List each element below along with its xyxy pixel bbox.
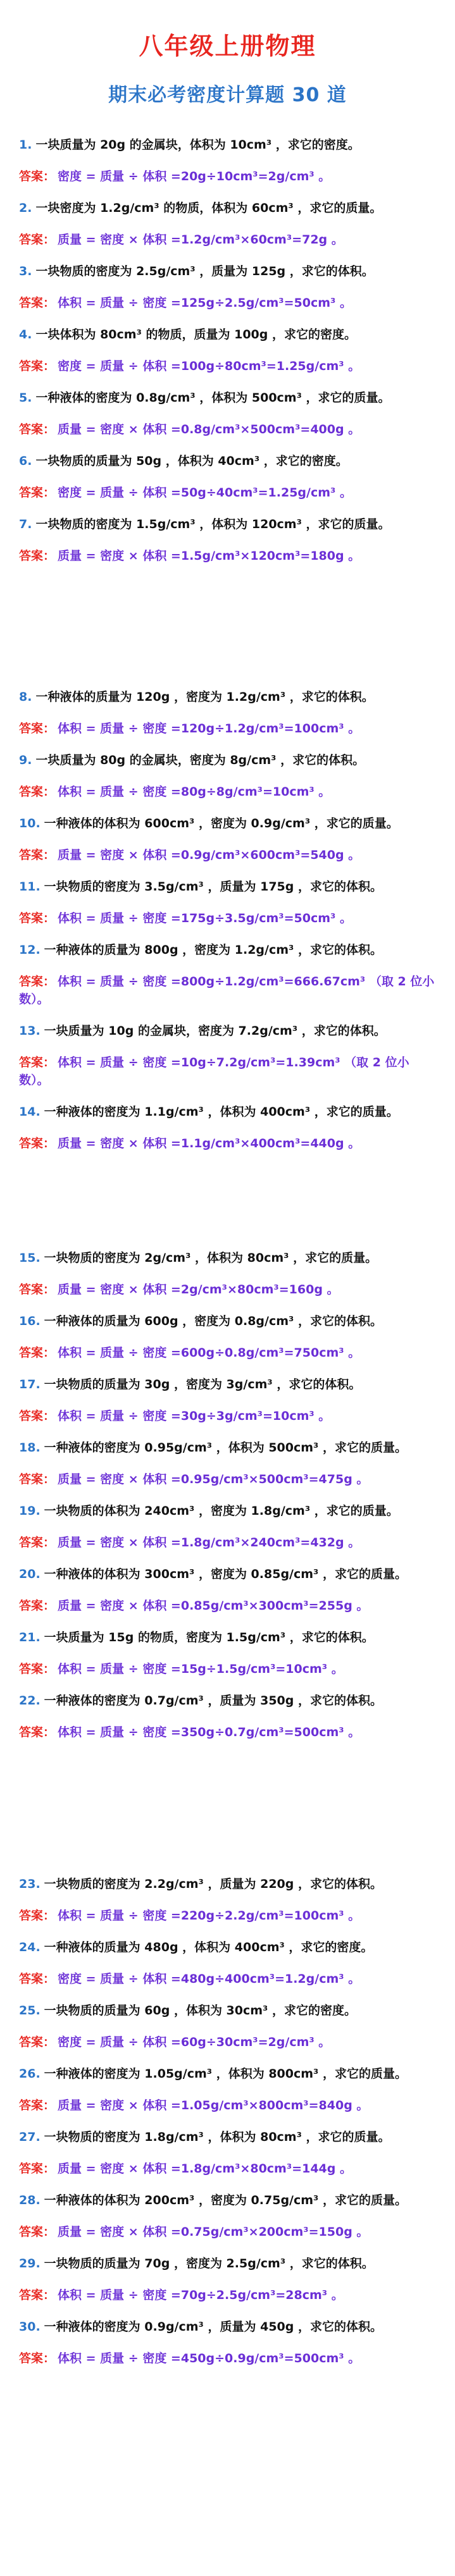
question-17 — [19, 1376, 437, 1393]
answer-28 — [19, 2223, 437, 2241]
question-number: 10. — [19, 817, 41, 830]
answer-label: 答案： — [19, 169, 56, 183]
answer-30 — [19, 2350, 437, 2367]
answer-text: 体积 = 质量 ÷ 密度 =350g÷0.7g/cm³=500cm³ 。 — [58, 1725, 361, 1739]
question-number: 11. — [19, 880, 41, 894]
answer-label: 答案： — [19, 296, 56, 310]
answer-text: 体积 = 质量 ÷ 密度 =70g÷2.5g/cm³=28cm³ 。 — [58, 2288, 344, 2302]
answer-11 — [19, 909, 437, 927]
question-number: 9. — [19, 753, 32, 767]
answer-text: 质量 = 密度 × 体积 =0.75g/cm³×200cm³=150g 。 — [58, 2225, 369, 2239]
question-number: 8. — [19, 690, 32, 704]
answer-label: 答案： — [19, 2288, 56, 2302]
answer-2 — [19, 231, 437, 249]
answer-label: 答案： — [19, 486, 56, 500]
answer-7 — [19, 547, 437, 565]
question-13 — [19, 1022, 437, 1040]
answer-label: 答案： — [19, 2351, 56, 2365]
answer-label: 答案： — [19, 2098, 56, 2112]
question-text: 一种液体的体积为 200cm³ ，密度为 0.75g/cm³ ，求它的质量。 — [44, 2193, 407, 2207]
question-text: 一块物质的密度为 2.5g/cm³ ，质量为 125g ，求它的体积。 — [35, 264, 374, 278]
question-23 — [19, 1875, 437, 1893]
question-number: 1. — [19, 138, 32, 152]
answer-label: 答案： — [19, 1409, 56, 1423]
answer-label: 答案： — [19, 422, 56, 436]
answer-5 — [19, 421, 437, 438]
page-title: 八年级上册物理 — [139, 32, 316, 60]
answer-3 — [19, 294, 437, 312]
question-6 — [19, 452, 437, 470]
answer-8 — [19, 720, 437, 737]
answer-text: 体积 = 质量 ÷ 密度 =800g÷1.2g/cm³=666.67cm³ （取 2 位小数）。 — [19, 975, 435, 1006]
answer-22 — [19, 1723, 437, 1741]
question-25 — [19, 2002, 437, 2019]
answer-label: 答案： — [19, 1662, 56, 1676]
answer-text: 质量 = 密度 × 体积 =2g/cm³×80cm³=160g 。 — [58, 1283, 339, 1297]
question-text: 一种液体的体积为 300cm³ ，密度为 0.85g/cm³ ，求它的质量。 — [44, 1567, 407, 1581]
answer-21 — [19, 1660, 437, 1678]
question-text: 一块质量为 80g 的金属块，密度为 8g/cm³ ，求它的体积。 — [35, 753, 365, 767]
answer-text: 体积 = 质量 ÷ 密度 =220g÷2.2g/cm³=100cm³ 。 — [58, 1909, 361, 1923]
question-number: 6. — [19, 454, 32, 468]
question-20 — [19, 1565, 437, 1583]
question-number: 7. — [19, 517, 32, 531]
question-number: 18. — [19, 1441, 41, 1455]
answer-label: 答案： — [19, 1472, 56, 1486]
question-number: 15. — [19, 1251, 41, 1265]
answer-9 — [19, 783, 437, 801]
answer-label: 答案： — [19, 1725, 56, 1739]
question-number: 27. — [19, 2130, 41, 2144]
answer-text: 体积 = 质量 ÷ 密度 =15g÷1.5g/cm³=10cm³ 。 — [58, 1662, 344, 1676]
question-text: 一种液体的密度为 1.05g/cm³ ，体积为 800cm³ ，求它的质量。 — [44, 2067, 407, 2081]
answer-text: 体积 = 质量 ÷ 密度 =125g÷2.5g/cm³=50cm³ 。 — [58, 296, 352, 310]
question-24 — [19, 1938, 437, 1956]
question-number: 23. — [19, 1877, 41, 1891]
answer-18 — [19, 1470, 437, 1488]
question-text: 一块物质的密度为 2.2g/cm³ ，质量为 220g ，求它的体积。 — [44, 1877, 382, 1891]
question-18 — [19, 1439, 437, 1457]
question-text: 一种液体的密度为 0.7g/cm³ ，质量为 350g ，求它的体积。 — [44, 1694, 382, 1708]
answer-label: 答案： — [19, 975, 56, 989]
question-27 — [19, 2128, 437, 2146]
answer-26 — [19, 2097, 437, 2114]
question-text: 一种液体的质量为 120g ，密度为 1.2g/cm³ ，求它的体积。 — [35, 690, 374, 704]
answer-label: 答案： — [19, 911, 56, 925]
question-number: 28. — [19, 2193, 41, 2207]
question-19 — [19, 1502, 437, 1520]
question-21 — [19, 1629, 437, 1646]
question-30 — [19, 2318, 437, 2336]
answer-1 — [19, 168, 437, 185]
question-number: 4. — [19, 328, 32, 342]
problem-group-4 — [19, 1875, 437, 2381]
question-number: 16. — [19, 1314, 41, 1328]
question-text: 一块物质的质量为 30g ，密度为 3g/cm³ ，求它的体积。 — [44, 1377, 361, 1391]
answer-label: 答案： — [19, 1137, 56, 1150]
answer-text: 密度 = 质量 ÷ 体积 =100g÷80cm³=1.25g/cm³ 。 — [58, 359, 361, 373]
question-text: 一种液体的密度为 0.9g/cm³ ，质量为 450g ，求它的体积。 — [44, 2320, 382, 2334]
question-number: 24. — [19, 1940, 41, 1954]
question-number: 26. — [19, 2067, 41, 2081]
question-text: 一种液体的体积为 600cm³ ，密度为 0.9g/cm³ ，求它的质量。 — [44, 817, 399, 830]
question-10 — [19, 815, 437, 832]
answer-label: 答案： — [19, 359, 56, 373]
question-text: 一块质量为 10g 的金属块，密度为 7.2g/cm³ ，求它的体积。 — [44, 1024, 386, 1038]
question-7 — [19, 515, 437, 533]
question-number: 2. — [19, 201, 32, 215]
answer-text: 质量 = 密度 × 体积 =1.5g/cm³×120cm³=180g 。 — [58, 549, 361, 563]
question-number: 19. — [19, 1504, 41, 1518]
question-29 — [19, 2255, 437, 2272]
question-text: 一块物质的质量为 50g ，体积为 40cm³ ，求它的密度。 — [35, 454, 348, 468]
answer-12 — [19, 973, 437, 1008]
question-15 — [19, 1249, 437, 1267]
question-text: 一块物质的质量为 70g ，密度为 2.5g/cm³ ，求它的体积。 — [44, 2257, 374, 2271]
question-14 — [19, 1103, 437, 1121]
answer-label: 答案： — [19, 848, 56, 862]
answer-text: 质量 = 密度 × 体积 =0.9g/cm³×600cm³=540g 。 — [58, 848, 361, 862]
question-text: 一种液体的密度为 1.1g/cm³ ，体积为 400cm³ ，求它的质量。 — [44, 1105, 399, 1119]
question-text: 一种液体的密度为 0.95g/cm³ ，体积为 500cm³ ，求它的质量。 — [44, 1441, 407, 1455]
answer-label: 答案： — [19, 1972, 56, 1986]
answer-text: 质量 = 密度 × 体积 =1.05g/cm³×800cm³=840g 。 — [58, 2098, 369, 2112]
question-text: 一块质量为 20g 的金属块，体积为 10cm³ ，求它的密度。 — [35, 138, 360, 152]
question-22 — [19, 1692, 437, 1710]
answer-25 — [19, 2033, 437, 2051]
question-28 — [19, 2191, 437, 2209]
answer-27 — [19, 2160, 437, 2178]
answer-16 — [19, 1344, 437, 1362]
question-text: 一块物质的质量为 60g ，体积为 30cm³ ，求它的密度。 — [44, 2004, 356, 2018]
question-text: 一块体积为 80cm³ 的物质，质量为 100g ，求它的密度。 — [35, 328, 356, 342]
question-1 — [19, 136, 437, 154]
question-number: 22. — [19, 1694, 41, 1708]
answer-20 — [19, 1597, 437, 1615]
answer-24 — [19, 1970, 437, 1988]
answer-text: 质量 = 密度 × 体积 =0.95g/cm³×500cm³=475g 。 — [58, 1472, 369, 1486]
answer-text: 质量 = 密度 × 体积 =1.2g/cm³×60cm³=72g 。 — [58, 233, 344, 247]
question-text: 一块物质的密度为 1.8g/cm³ ，体积为 80cm³ ，求它的质量。 — [44, 2130, 390, 2144]
answer-17 — [19, 1407, 437, 1425]
question-number: 3. — [19, 264, 32, 278]
answer-text: 密度 = 质量 ÷ 体积 =480g÷400cm³=1.2g/cm³ 。 — [58, 1972, 361, 1986]
answer-text: 体积 = 质量 ÷ 密度 =80g÷8g/cm³=10cm³ 。 — [58, 785, 331, 799]
answer-label: 答案： — [19, 2162, 56, 2176]
answer-6 — [19, 484, 437, 502]
answer-text: 质量 = 密度 × 体积 =0.85g/cm³×300cm³=255g 。 — [58, 1599, 369, 1613]
question-text: 一块物质的密度为 2g/cm³ ，体积为 80cm³ ，求它的质量。 — [44, 1251, 378, 1265]
answer-13 — [19, 1054, 437, 1089]
question-text: 一种液体的质量为 600g ，密度为 0.8g/cm³ ，求它的体积。 — [44, 1314, 382, 1328]
answer-text: 体积 = 质量 ÷ 密度 =120g÷1.2g/cm³=100cm³ 。 — [58, 722, 361, 736]
question-number: 25. — [19, 2004, 41, 2018]
question-text: 一块物质的密度为 1.5g/cm³ ，体积为 120cm³ ，求它的质量。 — [35, 517, 390, 531]
answer-label: 答案： — [19, 2225, 56, 2239]
question-text: 一块密度为 1.2g/cm³ 的物质，体积为 60cm³ ，求它的质量。 — [35, 201, 382, 215]
question-16 — [19, 1312, 437, 1330]
answer-text: 体积 = 质量 ÷ 密度 =175g÷3.5g/cm³=50cm³ 。 — [58, 911, 352, 925]
question-number: 21. — [19, 1630, 41, 1644]
question-3 — [19, 262, 437, 280]
answer-label: 答案： — [19, 1909, 56, 1923]
question-number: 30. — [19, 2320, 41, 2334]
problem-group-1 — [19, 136, 437, 579]
question-number: 17. — [19, 1377, 41, 1391]
answer-label: 答案： — [19, 722, 56, 736]
answer-label: 答案： — [19, 1536, 56, 1550]
answer-10 — [19, 846, 437, 864]
answer-text: 密度 = 质量 ÷ 体积 =50g÷40cm³=1.25g/cm³ 。 — [58, 486, 352, 500]
answer-label: 答案： — [19, 2035, 56, 2049]
answer-23 — [19, 1907, 437, 1925]
question-text: 一种液体的质量为 480g ，体积为 400cm³ ，求它的密度。 — [44, 1940, 373, 1954]
question-text: 一种液体的质量为 800g ，密度为 1.2g/cm³ ，求它的体积。 — [44, 943, 382, 957]
answer-29 — [19, 2286, 437, 2304]
answer-label: 答案： — [19, 1056, 56, 1069]
answer-14 — [19, 1135, 437, 1152]
answer-label: 答案： — [19, 1346, 56, 1360]
question-4 — [19, 326, 437, 343]
question-text: 一种液体的密度为 0.8g/cm³ ，体积为 500cm³ ，求它的质量。 — [35, 391, 390, 405]
problem-group-2 — [19, 688, 437, 1166]
answer-label: 答案： — [19, 549, 56, 563]
answer-text: 密度 = 质量 ÷ 体积 =60g÷30cm³=2g/cm³ 。 — [58, 2035, 331, 2049]
question-number: 12. — [19, 943, 41, 957]
page-subtitle: 期末必考密度计算题 30 道 — [108, 84, 347, 106]
answer-label: 答案： — [19, 233, 56, 247]
question-number: 29. — [19, 2257, 41, 2271]
answer-label: 答案： — [19, 1283, 56, 1297]
answer-text: 质量 = 密度 × 体积 =1.8g/cm³×80cm³=144g 。 — [58, 2162, 352, 2176]
question-number: 20. — [19, 1567, 41, 1581]
answer-text: 质量 = 密度 × 体积 =0.8g/cm³×500cm³=400g 。 — [58, 422, 361, 436]
answer-19 — [19, 1534, 437, 1551]
question-5 — [19, 389, 437, 407]
answer-text: 密度 = 质量 ÷ 体积 =20g÷10cm³=2g/cm³ 。 — [58, 169, 331, 183]
answer-text: 体积 = 质量 ÷ 密度 =30g÷3g/cm³=10cm³ 。 — [58, 1409, 331, 1423]
problem-group-3 — [19, 1249, 437, 1755]
answer-text: 质量 = 密度 × 体积 =1.1g/cm³×400cm³=440g 。 — [58, 1137, 361, 1150]
question-8 — [19, 688, 437, 706]
question-number: 14. — [19, 1105, 41, 1119]
question-12 — [19, 941, 437, 959]
answer-label: 答案： — [19, 785, 56, 799]
question-text: 一块物质的体积为 240cm³ ，密度为 1.8g/cm³ ，求它的质量。 — [44, 1504, 399, 1518]
question-text: 一块物质的密度为 3.5g/cm³ ，质量为 175g ，求它的体积。 — [44, 880, 382, 894]
question-number: 13. — [19, 1024, 41, 1038]
question-9 — [19, 751, 437, 769]
answer-text: 体积 = 质量 ÷ 密度 =450g÷0.9g/cm³=500cm³ 。 — [58, 2351, 361, 2365]
answer-label: 答案： — [19, 1599, 56, 1613]
answer-text: 体积 = 质量 ÷ 密度 =10g÷7.2g/cm³=1.39cm³ （取 2 位小数）。 — [19, 1056, 409, 1087]
question-number: 5. — [19, 391, 32, 405]
question-26 — [19, 2065, 437, 2083]
answer-text: 体积 = 质量 ÷ 密度 =600g÷0.8g/cm³=750cm³ 。 — [58, 1346, 361, 1360]
question-text: 一块质量为 15g 的物质，密度为 1.5g/cm³ ，求它的体积。 — [44, 1630, 374, 1644]
question-11 — [19, 878, 437, 896]
question-2 — [19, 199, 437, 217]
answer-15 — [19, 1281, 437, 1298]
answer-text: 质量 = 密度 × 体积 =1.8g/cm³×240cm³=432g 。 — [58, 1536, 361, 1550]
answer-4 — [19, 357, 437, 375]
